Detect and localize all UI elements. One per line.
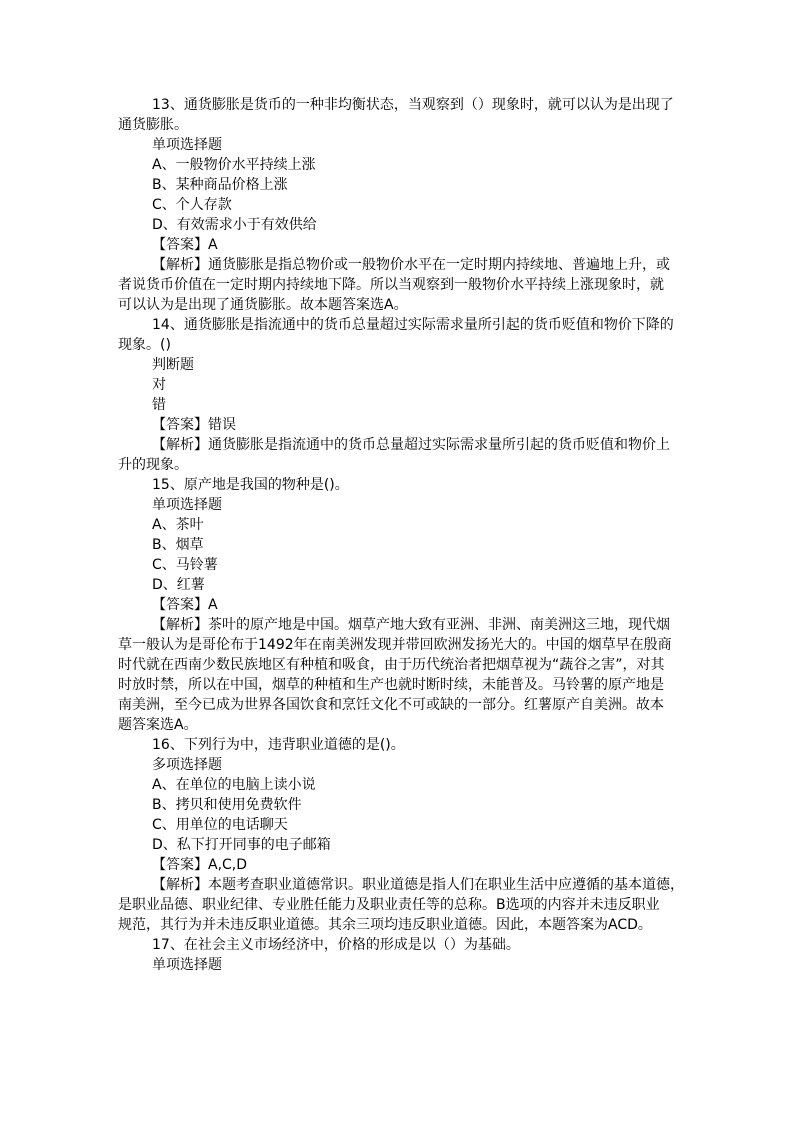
document-page — [118, 95, 684, 975]
question-type: 多项选择题 — [152, 757, 222, 773]
option-item: C、马铃薯 — [152, 557, 218, 573]
analysis-text: 时代就在西南少数民族地区有种植和吸食，由于历代统治者把烟草视为“蔬谷之害”，对其 — [118, 657, 665, 673]
question-text: 17、在社会主义市场经济中，价格的形成是以（）为基础。 — [152, 937, 520, 953]
analysis-text: 可以认为是出现了通货膨胀。故本题答案选A。 — [118, 297, 408, 313]
analysis-text: 【解析】通货膨胀是指总物价或一般物价水平在一定时期内持续地、普遍地上升，或 — [152, 257, 670, 273]
question-type: 单项选择题 — [152, 497, 222, 513]
question-type: 判断题 — [152, 357, 194, 373]
option-item: B、烟草 — [152, 537, 204, 553]
analysis-text: 草一般认为是哥伦布于1492年在南美洲发现并带回欧洲发扬光大的。中国的烟草早在殷商 — [118, 637, 672, 653]
option-item: D、私下打开同事的电子邮箱 — [152, 837, 331, 853]
question-type: 单项选择题 — [152, 137, 222, 153]
answer-line: 【答案】错误 — [152, 417, 236, 433]
analysis-text: 时放时禁，所以在中国，烟草的种植和生产也就时断时续，未能普及。马铃薯的原产地是 — [118, 677, 664, 693]
question-type: 单项选择题 — [152, 957, 222, 973]
option-item: C、个人存款 — [152, 197, 232, 213]
answer-line: 【答案】A — [152, 237, 218, 253]
option-item: A、茶叶 — [152, 517, 204, 533]
analysis-text: 升的现象。 — [118, 457, 188, 473]
option-item: 对 — [152, 377, 166, 393]
analysis-text: 【解析】通货膨胀是指流通中的货币总量超过实际需求量所引起的货币贬值和物价上 — [152, 437, 670, 453]
question-text: 13、通货膨胀是货币的一种非均衡状态，当观察到（）现象时，就可以认为是出现了 — [152, 97, 674, 113]
option-item: D、有效需求小于有效供给 — [152, 217, 317, 233]
analysis-text: 南美洲，至今已成为世界各国饮食和烹饪文化不可或缺的一部分。红薯原产自美洲。故本 — [118, 697, 664, 713]
answer-line: 【答案】A,C,D — [152, 857, 248, 873]
question-text: 14、通货膨胀是指流通中的货币总量超过实际需求量所引起的货币贬值和物价下降的 — [152, 317, 674, 333]
question-text: 通货膨胀。 — [118, 117, 188, 133]
question-text: 15、原产地是我国的物种是()。 — [152, 477, 349, 493]
question-text: 16、下列行为中，违背职业道德的是()。 — [152, 737, 405, 753]
option-item: D、红薯 — [152, 577, 205, 593]
option-item: B、某种商品价格上涨 — [152, 177, 288, 193]
analysis-text: 题答案选A。 — [118, 717, 198, 733]
question-text: 现象。() — [118, 337, 171, 353]
analysis-text: 者说货币价值在一定时期内持续地下降。所以当观察到一般物价水平持续上涨现象时，就 — [118, 277, 664, 293]
analysis-text: 规范，其行为并未违反职业道德。其余三项均违反职业道德。因此，本题答案为ACD。 — [118, 917, 652, 933]
option-item: 错 — [152, 397, 166, 413]
analysis-text: 是职业品德、职业纪律、专业胜任能力及职业责任等的总称。B选项的内容并未违反职业 — [118, 897, 660, 913]
option-item: C、用单位的电话聊天 — [152, 817, 288, 833]
option-item: B、拷贝和使用免费软件 — [152, 797, 302, 813]
analysis-text: 【解析】本题考查职业道德常识。职业道德是指人们在职业生活中应遵循的基本道德， — [152, 877, 684, 893]
analysis-text: 【解析】茶叶的原产地是中国。烟草产地大致有亚洲、非洲、南美洲这三地，现代烟 — [152, 617, 670, 633]
option-item: A、在单位的电脑上读小说 — [152, 777, 316, 793]
option-item: A、一般物价水平持续上涨 — [152, 157, 316, 173]
answer-line: 【答案】A — [152, 597, 218, 613]
